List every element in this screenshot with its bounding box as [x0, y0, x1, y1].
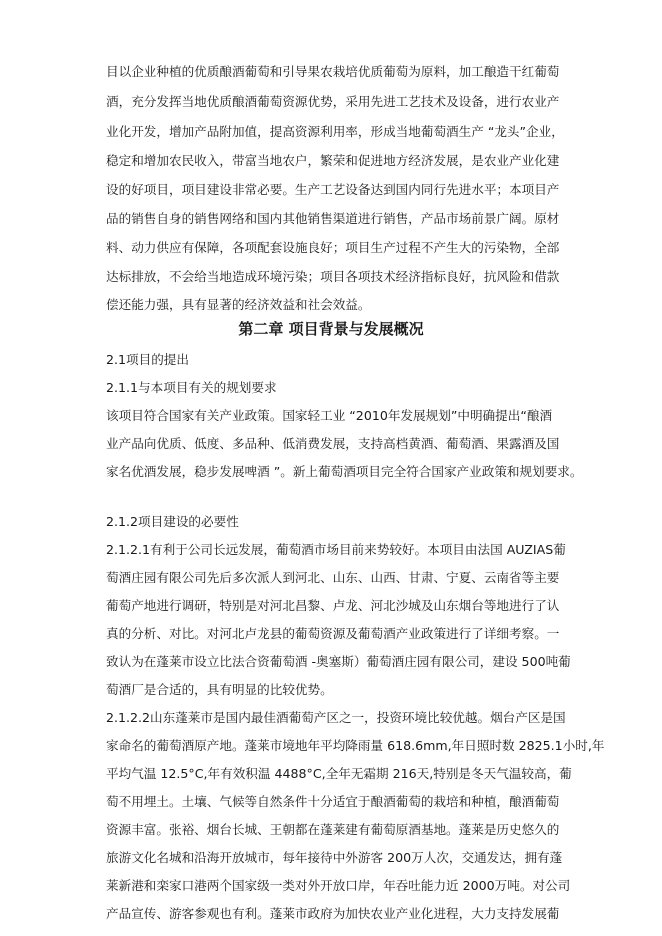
section-heading: 2.1项目的提出 — [106, 352, 189, 367]
intro-line: 设的好项目，项目建设非常必要。生产工艺设备达到国内同行先进水平；本项目产 — [106, 182, 560, 197]
intro-line: 目以企业种植的优质酿酒葡萄和引导果农栽培优质葡萄为原料，加工酿造干红葡萄 — [106, 64, 560, 79]
paragraph-line: 萄不用埋土。土壤、气候等自然条件十分适宜于酿酒葡萄的栽培和种植，酿酒葡萄 — [106, 794, 560, 809]
intro-line: 酒，充分发挥当地优质酿酒葡萄资源优势，采用先进工艺技术及设备，进行农业产 — [106, 94, 560, 109]
intro-line: 偿还能力强，具有显著的经济效益和社会效益。 — [106, 297, 371, 312]
paragraph-line: 2.1.2.2山东蓬莱市是国内最佳酒葡萄产区之一，投资环境比较优越。烟台产区是国 — [106, 710, 566, 725]
paragraph-line: 资源丰富。张裕、烟台长城、王朝都在蓬莱建有葡萄原酒基地。蓬莱是历史悠久的 — [106, 822, 560, 837]
paragraph-line: 萄酒厂是合适的，具有明显的比较优势。 — [106, 682, 333, 697]
paragraph-line: 真的分析、对比。对河北卢龙县的葡萄资源及葡萄酒产业政策进行了详细考察。一 — [106, 626, 560, 641]
subsection-heading: 2.1.2项目建设的必要性 — [106, 514, 239, 529]
subsection-heading: 2.1.1与本项目有关的规划要求 — [106, 380, 277, 395]
paragraph-line: 家名优酒发展，稳步发展啤酒 ”。新上葡萄酒项目完全符合国家产业政策和规划要求。 — [106, 464, 583, 479]
paragraph-line: 莱新港和栾家口港两个国家级一类对外开放口岸，年吞吐能力近 2000万吨。对公司 — [106, 878, 571, 893]
intro-line: 达标排放，不会给当地造成环境污染；项目各项技术经济指标良好，抗风险和借款 — [106, 269, 560, 284]
intro-line: 稳定和增加农民收入，带富当地农户，繁荣和促进地方经济发展，是农业产业化建 — [106, 153, 560, 168]
intro-line: 品的销售自身的销售网络和国内其他销售渠道进行销售，产品市场前景广阔。原材 — [106, 211, 560, 226]
paragraph-line: 葡萄产地进行调研，特别是对河北昌黎、卢龙、河北沙城及山东烟台等地进行了认 — [106, 598, 560, 613]
paragraph-line: 家命名的葡萄酒原产地。蓬莱市境地年平均降雨量 618.6mm,年日照时数 2825.1小时,年 — [106, 738, 605, 753]
paragraph-line: 萄酒庄园有限公司先后多次派人到河北、山东、山西、甘肃、宁夏、云南省等主要 — [106, 570, 560, 585]
paragraph-line: 2.1.2.1有利于公司长远发展，葡萄酒市场目前来势较好。本项目由法国 AUZIAS葡 — [106, 542, 566, 557]
chapter-heading: 第二章 项目背景与发展概况 — [238, 320, 424, 338]
paragraph-line: 致认为在蓬莱市设立比法合资葡萄酒 -奥塞斯）葡萄酒庄园有限公司，建设 500吨葡 — [106, 654, 571, 669]
paragraph-line: 产品宣传、游客参观也有利。蓬莱市政府为加快农业产业化进程，大力支持发展葡 — [106, 906, 560, 921]
paragraph-line: 该项目符合国家有关产业政策。国家轻工业 “2010年发展规划”中明确提出“酿酒 — [106, 408, 553, 423]
paragraph-line: 旅游文化名城和沿海开放城市，每年接待中外游客 200万人次，交通发达，拥有蓬 — [106, 850, 563, 865]
paragraph-line: 业产品向优质、低度、多品种、低消费发展，支持高档黄酒、葡萄酒、果露酒及国 — [106, 436, 560, 451]
paragraph-line: 平均气温 12.5°C,年有效积温 4488°C,全年无霜期 216天,特别是冬天气温较高，葡 — [106, 766, 572, 781]
intro-line: 业化开发，增加产品附加值，提高资源利用率，形成当地葡萄酒生产 “龙头”企业， — [106, 124, 564, 139]
intro-line: 料、动力供应有保障，各项配套设施良好；项目生产过程不产生大的污染物，全部 — [106, 240, 560, 255]
